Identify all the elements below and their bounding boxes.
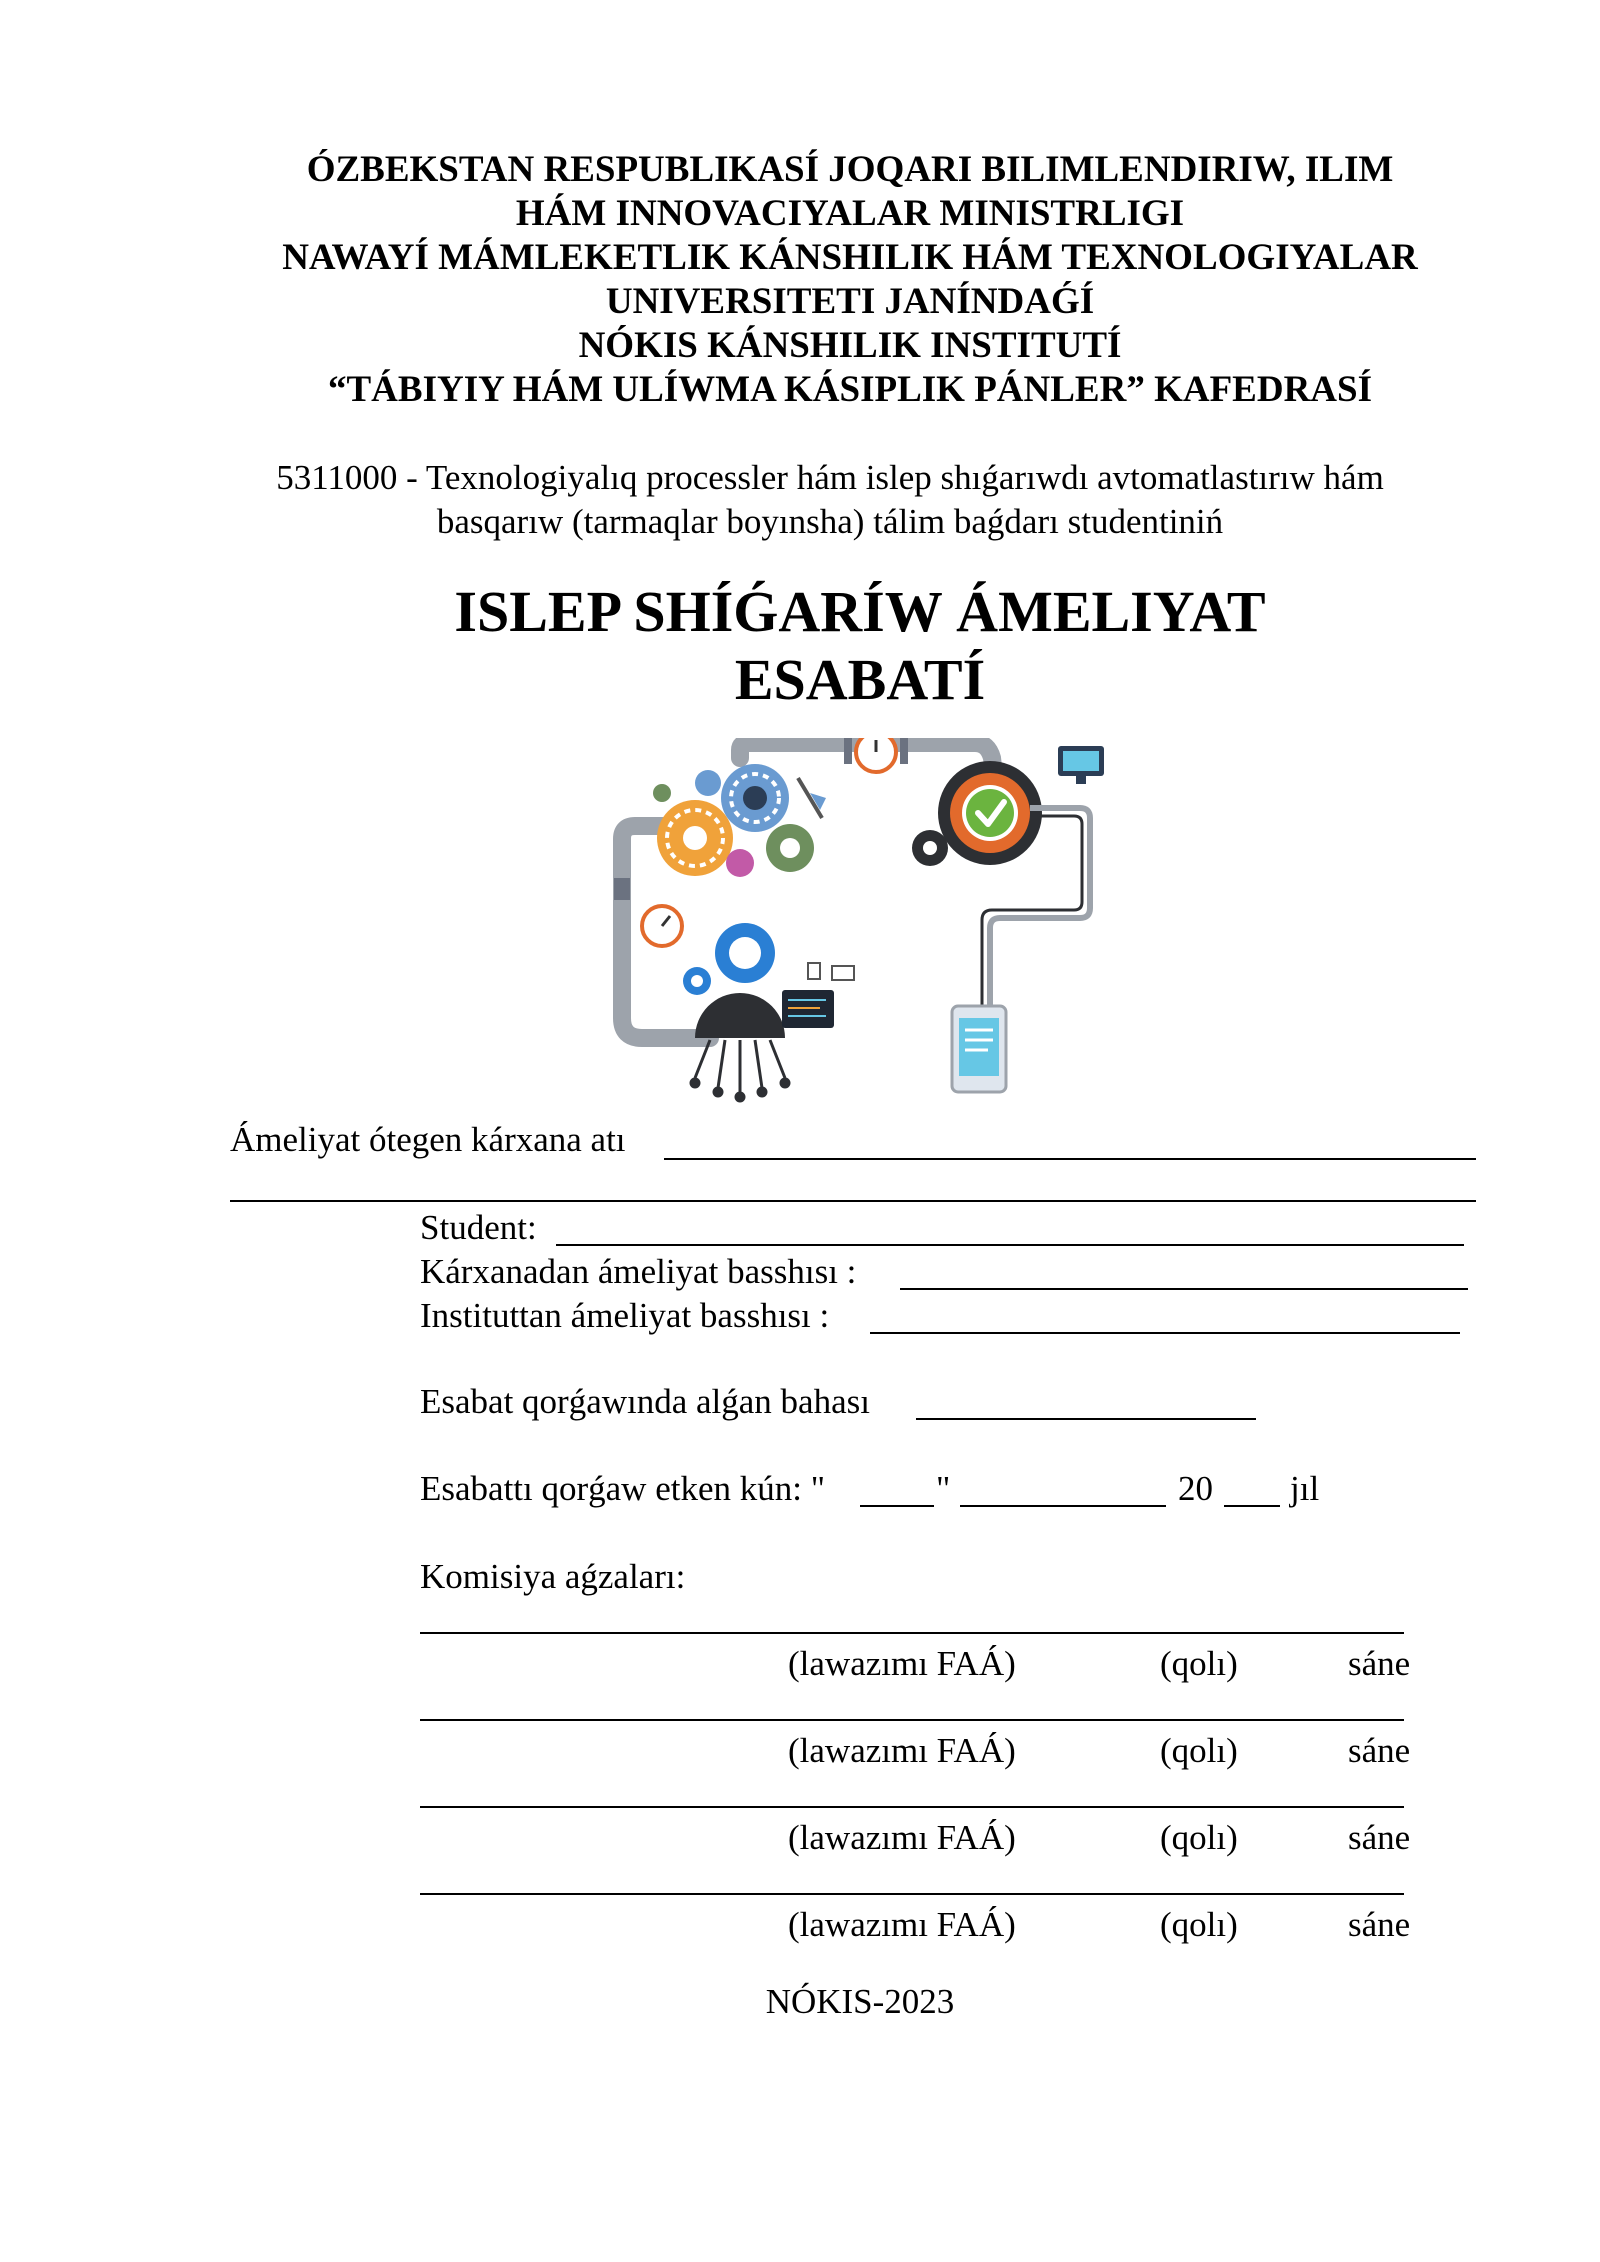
student-label: Student:	[420, 1208, 537, 1247]
specialty-line-2: basqarıw (tarmaqlar boyınsha) tálim baǵdarı studentiniń	[436, 502, 1224, 541]
report-title-line-2: ESABATÍ	[734, 647, 986, 712]
report-title-line-1: ISLEP SHÍǴARÍW ÁMELIYAT	[454, 579, 1266, 644]
commission-date-caption: sáne	[1348, 1644, 1411, 1683]
specialty-line-1: 5311000 - Texnologiyalıq processler hám islep shıǵarıwdı avtomatlastırıw hám	[276, 458, 1384, 497]
grade-label: Esabat qorǵawında alǵan bahası	[420, 1382, 870, 1421]
report-title	[300, 578, 1420, 714]
defense-year-suffix: jıl	[1290, 1469, 1320, 1508]
commission-signature-caption: (qolı)	[1160, 1818, 1238, 1857]
header-line-university-cont: UNIVERSITETI JANÍNDAǴÍ	[605, 281, 1095, 322]
institute-supervisor-label: Instituttan ámeliyat basshısı :	[420, 1296, 830, 1335]
defense-date-label: Esabattı qorǵaw etken kún: "	[420, 1469, 826, 1508]
specialty-text	[200, 456, 1460, 544]
institute-supervisor-field[interactable]	[870, 1332, 1460, 1334]
commission-member-2-line[interactable]	[420, 1719, 1404, 1721]
commission-date-caption: sáne	[1348, 1905, 1411, 1944]
industrial-automation-gears-illustration	[600, 738, 1120, 1108]
defense-date-closing-quote: "	[936, 1469, 951, 1508]
commission-member-1-line[interactable]	[420, 1632, 1404, 1634]
commission-member-4-line[interactable]	[420, 1893, 1404, 1895]
defense-day-field[interactable]	[860, 1505, 934, 1507]
commission-date-caption: sáne	[1348, 1818, 1411, 1857]
enterprise-name-field[interactable]	[664, 1158, 1476, 1160]
enterprise-name-field-line-2[interactable]	[230, 1200, 1476, 1202]
header-line-institute: NÓKIS KÁNSHILIK INSTITUTÍ	[578, 325, 1122, 366]
commission-signature-caption: (qolı)	[1160, 1731, 1238, 1770]
student-name-field[interactable]	[556, 1244, 1464, 1246]
commission-signature-caption: (qolı)	[1160, 1905, 1238, 1944]
city-year: NÓKIS-2023	[765, 1982, 955, 2021]
defense-year-prefix: 20	[1178, 1469, 1213, 1508]
commission-date-caption: sáne	[1348, 1731, 1411, 1770]
defense-month-field[interactable]	[960, 1505, 1166, 1507]
enterprise-name-label: Ámeliyat ótegen kárxana atı	[230, 1120, 626, 1159]
header-line-department: “TÁBIYIY HÁM ULÍWMA KÁSIPLIK PÁNLER” KAFEDRASÍ	[328, 369, 1372, 410]
enterprise-supervisor-label: Kárxanadan ámeliyat basshısı :	[420, 1252, 857, 1291]
header-line-ministry-cont: HÁM INNOVACIYALAR MINISTRLIGI	[515, 193, 1185, 234]
header-line-university: NAWAYÍ MÁMLEKETLIK KÁNSHILIK HÁM TEXNOLOGIYALAR	[282, 237, 1418, 278]
institution-header	[250, 148, 1450, 412]
commission-label: Komisiya aǵzaları:	[420, 1557, 686, 1596]
commission-position-caption: (lawazımı FAÁ)	[788, 1818, 1016, 1857]
commission-position-caption: (lawazımı FAÁ)	[788, 1644, 1016, 1683]
enterprise-supervisor-field[interactable]	[900, 1288, 1468, 1290]
commission-signature-caption: (qolı)	[1160, 1644, 1238, 1683]
grade-field[interactable]	[916, 1418, 1256, 1420]
commission-position-caption: (lawazımı FAÁ)	[788, 1731, 1016, 1770]
commission-member-3-line[interactable]	[420, 1806, 1404, 1808]
header-line-ministry: ÓZBEKSTAN RESPUBLIKASÍ JOQARI BILIMLENDIRIW, ILIM	[306, 149, 1394, 190]
defense-year-field[interactable]	[1224, 1505, 1280, 1507]
commission-position-caption: (lawazımı FAÁ)	[788, 1905, 1016, 1944]
